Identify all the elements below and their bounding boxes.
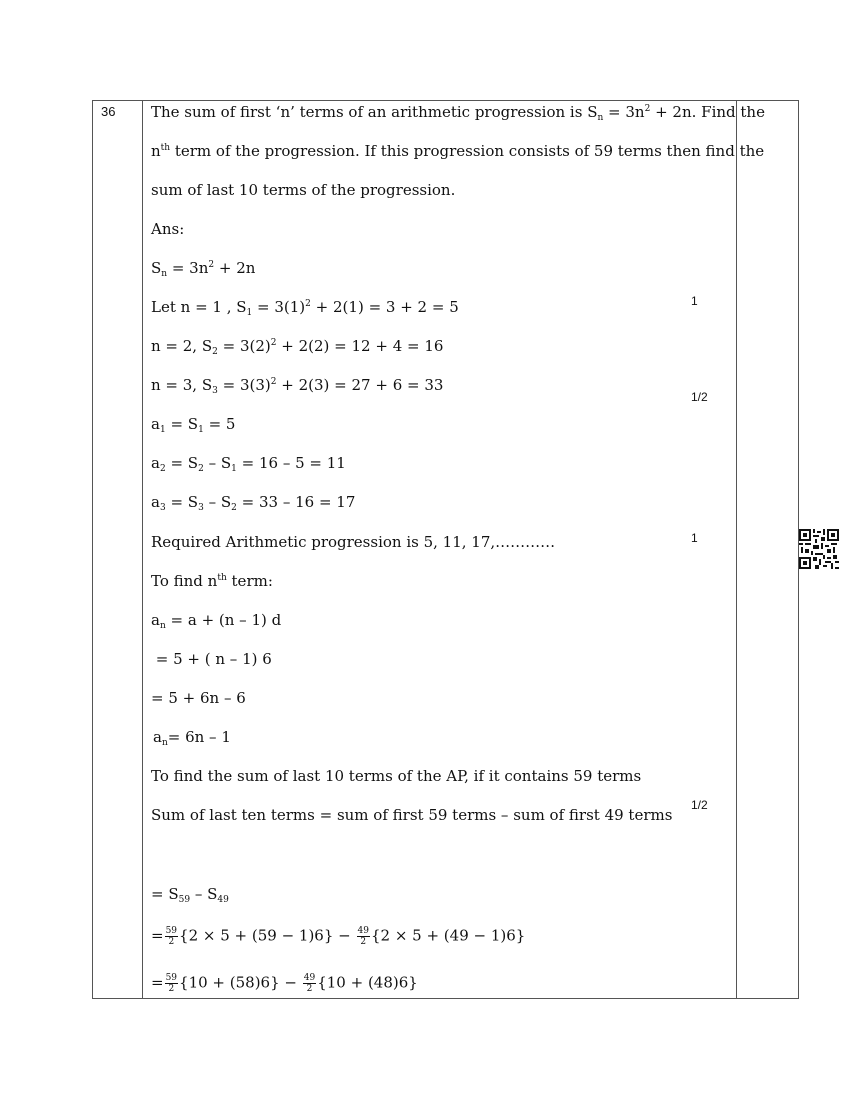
solution-step: n = 2, $S_2 = 3(2)^2 + 2(2) = 12 + 4 = 16$: [151, 337, 444, 357]
solution-step: = $\frac{59}{2}$ {10 + (58)6} − $\frac{49}{2}$ {10 + (48)6}: [151, 973, 418, 994]
solution-step: Let n = 1 , $S_1 = 3(1)^2 + 2(1) = 3 + 2 = 5$: [151, 298, 459, 318]
solution-step: $a_1 = S_1 = 5$: [151, 415, 236, 435]
mark-value: 1: [691, 294, 698, 308]
solution-step: = 5 + ( n – 1) 6: [151, 650, 272, 668]
question-line: The sum of first ‘n’ terms of an arithmetic progression is $S_n = 3n^2 + 2n$. Find the: [151, 103, 765, 123]
solution-step: $S_n = 3n^2 + 2n$: [151, 259, 256, 279]
question-table: [92, 100, 799, 999]
solution-step: To find $n^{th}$ term:: [151, 572, 273, 590]
solution-step: $a_3 = S_3 - S_2 = 33 - 16 = 17$: [151, 493, 356, 513]
fraction: $\frac{49}{2}$: [357, 926, 369, 947]
mark-value: 1/2: [691, 390, 708, 404]
qr-code-icon: [799, 529, 839, 569]
question-line: $n^{th}$ term of the progression. If this progression consists of 59 terms then find the: [151, 142, 765, 160]
solution-step: = $\frac{59}{2}$ {2 × 5 + (59 − 1)6} − $\frac{49}{2}$ {2 × 5 + (49 − 1)6}: [151, 926, 526, 947]
fraction: $\frac{59}{2}$: [165, 973, 178, 994]
answer-label: Ans:: [151, 220, 185, 238]
solution-step: $a_n = a + (n - 1)$ d: [151, 611, 282, 631]
mark-value: 1: [691, 531, 698, 545]
question-line: sum of last 10 terms of the progression.: [151, 181, 456, 199]
solution-step: Required Arithmetic progression is 5, 11, 17,…………: [151, 533, 556, 551]
question-number: 36: [101, 104, 116, 119]
fraction: $\frac{49}{2}$: [303, 973, 316, 994]
solution-step: $a_n= 6n - 1$: [153, 728, 231, 748]
mark-value: 1/2: [691, 798, 708, 812]
column-divider: [142, 101, 143, 998]
solution-step: = $S_{59} - S_{49}$: [151, 885, 229, 905]
solution-step: = 5 + 6n – 6: [151, 689, 246, 707]
solution-step: n = 3, $S_3 = 3(3)^2 + 2(3) = 27 + 6 = 33$: [151, 376, 444, 396]
solution-step: To find the sum of last 10 terms of the AP, if it contains 59 terms: [151, 767, 642, 785]
solution-step: Sum of last ten terms = sum of first 59 terms – sum of first 49 terms: [151, 806, 673, 824]
fraction: $\frac{59}{2}$: [165, 926, 178, 947]
column-divider: [736, 101, 737, 998]
solution-step: $a_2 = S_2 - S_1 = 16 - 5 = 11$: [151, 454, 346, 474]
